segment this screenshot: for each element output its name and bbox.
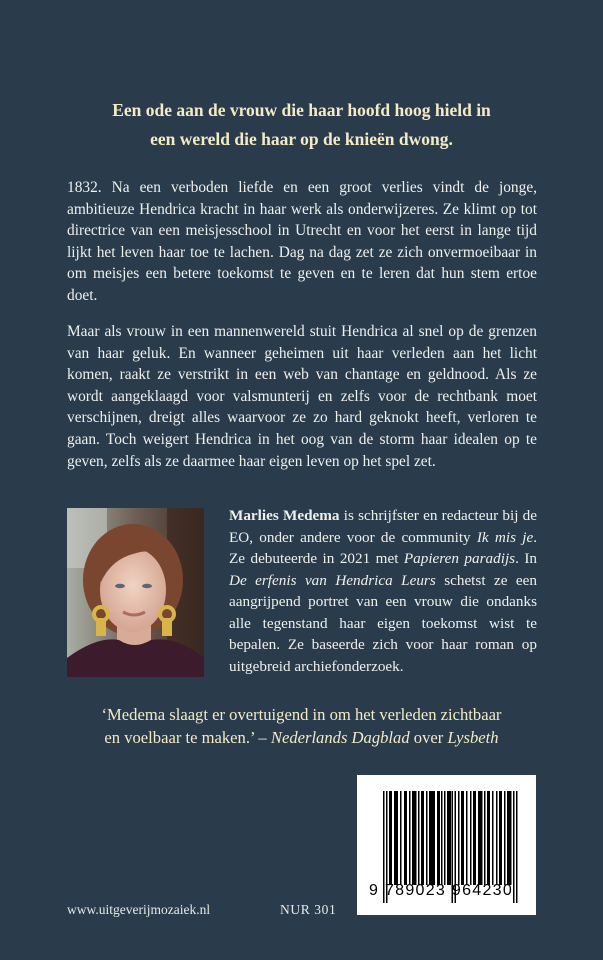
author-name: Marlies Medema [229, 507, 340, 524]
quote-line-2 [0, 726, 603, 749]
blurb-text-1: 1832. Na een verboden liefde en een groot verlies vindt de jonge, ambitieuze Hendrica kracht in haar werk als onderwijzeres. Ze klimt op tot directrice van een meisjesschool in Utrecht en voor het eerst in lange tijd lijkt het leven haar toe te lachen. Dag na dag zet ze zich onvermoeibaar in om meisjes een betere toekomst te geven en te leren dat hun stem ertoe doet. [67, 179, 537, 304]
author-photo [67, 508, 204, 677]
nur-code: NUR 301 [280, 902, 337, 917]
bio-text-4: schetst ze een aangrijpend portret van een vrouw die ondanks alle tegenstand haar eigen toekomst wist te bepalen. Ze baseerde zich voor haar roman op uitgebreid archiefonderzoek. [229, 571, 537, 675]
isbn-barcode [357, 775, 536, 915]
bio-text-3: . In [515, 550, 537, 567]
debut-title: Papieren paradijs [403, 550, 516, 567]
author-bio [229, 505, 537, 677]
review-source: Nederlands Dagblad [270, 728, 410, 747]
blurb-paragraph-2 [67, 321, 537, 472]
quote-over: over [409, 728, 448, 747]
review-quote [0, 703, 603, 749]
reviewed-book: Lysbeth [447, 728, 499, 747]
blurb-paragraph-1 [67, 177, 537, 307]
headline-line-2: een wereld die haar op de knieën dwong. [150, 129, 453, 149]
quote-line-1: ‘Medema slaagt er overtuigend in om het verleden zichtbaar [101, 705, 502, 724]
quote-text-2: en voelbaar te maken.’ – [104, 728, 271, 747]
blurb-text-2: Maar als vrouw in een mannenwereld stuit Hendrica al snel op de grenzen van haar geluk. En wanneer geheimen uit haar verleden aan het licht komen, raakt ze verstrikt in een web van chantage en geldnood. Als ze wordt aangeklaagd voor valsmunterij en zelfs voor de rechtbank moet verschijnen, dreigt alles waarvoor ze zo hard geknokt heeft, verloren te gaan. Toch weigert Hendrica in het oog van de storm haar idealen op te geven, zelfs als ze daarmee haar eigen leven op het spel zet. [67, 323, 537, 470]
headline-line-1: Een ode aan de vrouw die haar hoofd hoog hield in [112, 100, 491, 120]
bio-text-2: . Ze debuteerde in 2021 met [229, 528, 538, 567]
author-portrait-image [67, 508, 204, 677]
current-book-title: De erfenis van Hendrica Leurs [229, 571, 436, 589]
headline [0, 96, 603, 154]
bio-text-1: is schrijfster en redacteur bij de EO, onder andere voor de community [229, 507, 537, 546]
community-title: Ik mis je [476, 528, 534, 546]
publisher-website[interactable]: www.uitgeverijmozaiek.nl [67, 902, 211, 917]
isbn-number: 9 789023 964230 [369, 882, 514, 899]
